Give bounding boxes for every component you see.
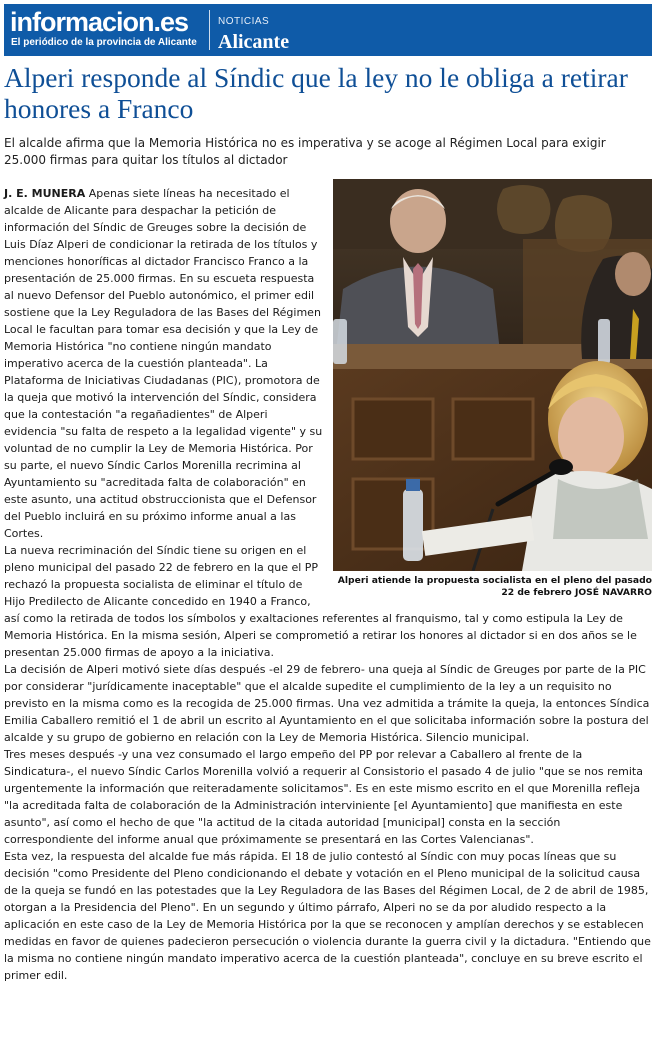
- section-name[interactable]: Alicante: [218, 31, 290, 53]
- article-paragraph: La decisión de Alperi motivó siete días después -el 29 de febrero- una queja al Síndic de Greuges por parte de la PIC por considerar "jurídicamente inaceptable" que el alcalde supedite el cumplimiento de la ley a un requisito no previsto en la misma como es la recogida de 25.000 firmas. Una vez admitida a trámite la queja, la entonces Síndica Emilia Caballero remitió el 1 de abril un escrito al Ayuntamiento en el que solicitaba información sobre la postura del alcalde y su grupo de gobierno en relación con la Ley de Memoria Histórica. Silencio municipal.: [4, 663, 650, 744]
- site-logo[interactable]: informacion.es: [10, 7, 189, 37]
- article-photo: [333, 179, 652, 571]
- byline: J. E. MUNERA: [4, 187, 86, 200]
- photo-caption: Alperi atiende la propuesta socialista en el pleno del pasado 22 de febrero JOSÉ NAVARRO: [337, 575, 652, 598]
- site-tagline: El periódico de la provincia de Alicante: [11, 37, 197, 48]
- article-body: [4, 185, 652, 984]
- header-divider: [209, 10, 210, 50]
- article-figure: [333, 179, 652, 599]
- article-paragraph: La nueva recriminación del Síndic tiene su origen en el pleno municipal del pasado 22 de febrero en la que el PP rechazó la propuesta socialista de eliminar el título de Hijo Predilecto de Alicante concedido en 1940 a Franco, así como la retirada de todos los símbolos y exaltaciones referentes al franquismo, tal y como estipula la Ley de Memoria Histórica. En la misma sesión, Alperi se comprometió a retirar los honores al dictador si en dos años se le presentan 25.000 firmas de apoyo a la iniciativa.: [4, 544, 637, 659]
- article-headline: Alperi responde al Síndic que la ley no le obliga a retirar honores a Franco: [4, 62, 628, 124]
- site-header: [4, 4, 652, 56]
- article-paragraph: Esta vez, la respuesta del alcalde fue más rápida. El 18 de julio contestó al Síndic con muy pocas líneas que su decisión "como Presidente del Pleno condicionando el debate y votación en el Pleno municipal de la solicitud causa de la queja se fundó en las potestades que la Ley Reguladora de las Bases del Régimen Local, de 2 de abril de 1985, otorgan a la Presidencia del Pleno". En un segundo y último párrafo, Alperi no se da por aludido respecto a la aplicación en este caso de la Ley de Memoria Histórica por la que se reconocen y amplían derechos y se establecen medidas en favor de quienes padecieron persecución o violencia durante la guerra civil y la dictadura. "Entiendo que la misma no contiene ningún mandato imperativo acerca de la cuestión planteada", concluye en su breve escrito el primer edil.: [4, 850, 651, 982]
- section-label[interactable]: NOTICIAS: [218, 16, 270, 27]
- paragraph-text: Apenas siete líneas ha necesitado el alcalde de Alicante para despachar la petición de información del Síndic de Greuges sobre la decisión de Luis Díaz Alperi de condicionar la retirada de los títulos y menciones honoríficas al dictador Francisco Franco a la presentación de 25.000 firmas. En su escueta respuesta al nuevo Defensor del Pueblo autonómico, el primer edil sostiene que la Ley Reguladora de las Bases del Régimen Local le facultan para tomar esa decisión y que la Ley de Memoria Histórica "no contiene ningún mandato imperativo acerca de la cuestión planteada". La Plataforma de Iniciativas Ciudadanas (PIC), promotora de la queja que motivó la intervención del Síndic, considera que la contestación "a regañadientes" de Alperi evidencia "su falta de respeto a la legalidad vigente" y su voluntad de no cumplir la Ley de Memoria Histórica. Por su parte, el nuevo Síndic Carlos Morenilla recrimina al Ayuntamiento su "acreditada falta de colaboración" en este asunto, una actitud obstruccionista que el Defensor del Pueblo incluirá en su próximo informe anual a las Cortes.: [4, 187, 323, 540]
- article-paragraph: Tres meses después -y una vez consumado el largo empeño del PP por relevar a Caballero al frente de la Sindicatura-, el nuevo Síndic Carlos Morenilla volvió a requerir al Consistorio el pasado 4 de julio "que se nos remita urgentemente la información que reiteradamente solicitamos". Es en este mismo escrito en el que Morenilla refleja "la acreditada falta de colaboración de la Administración interviniente [el Ayuntamiento] que manifiesta en este asunto", así como el hecho de que "la actitud de la citada autoridad [municipal] consta en la sección correspondiente del informe anual que próximamente se presentará en las Cortes Valencianas".: [4, 748, 643, 846]
- article-subhead: El alcalde afirma que la Memoria Histórica no es imperativa y se acoge al Régimen Local para exigir 25.000 firmas para quitar los títulos al dictador: [4, 136, 606, 167]
